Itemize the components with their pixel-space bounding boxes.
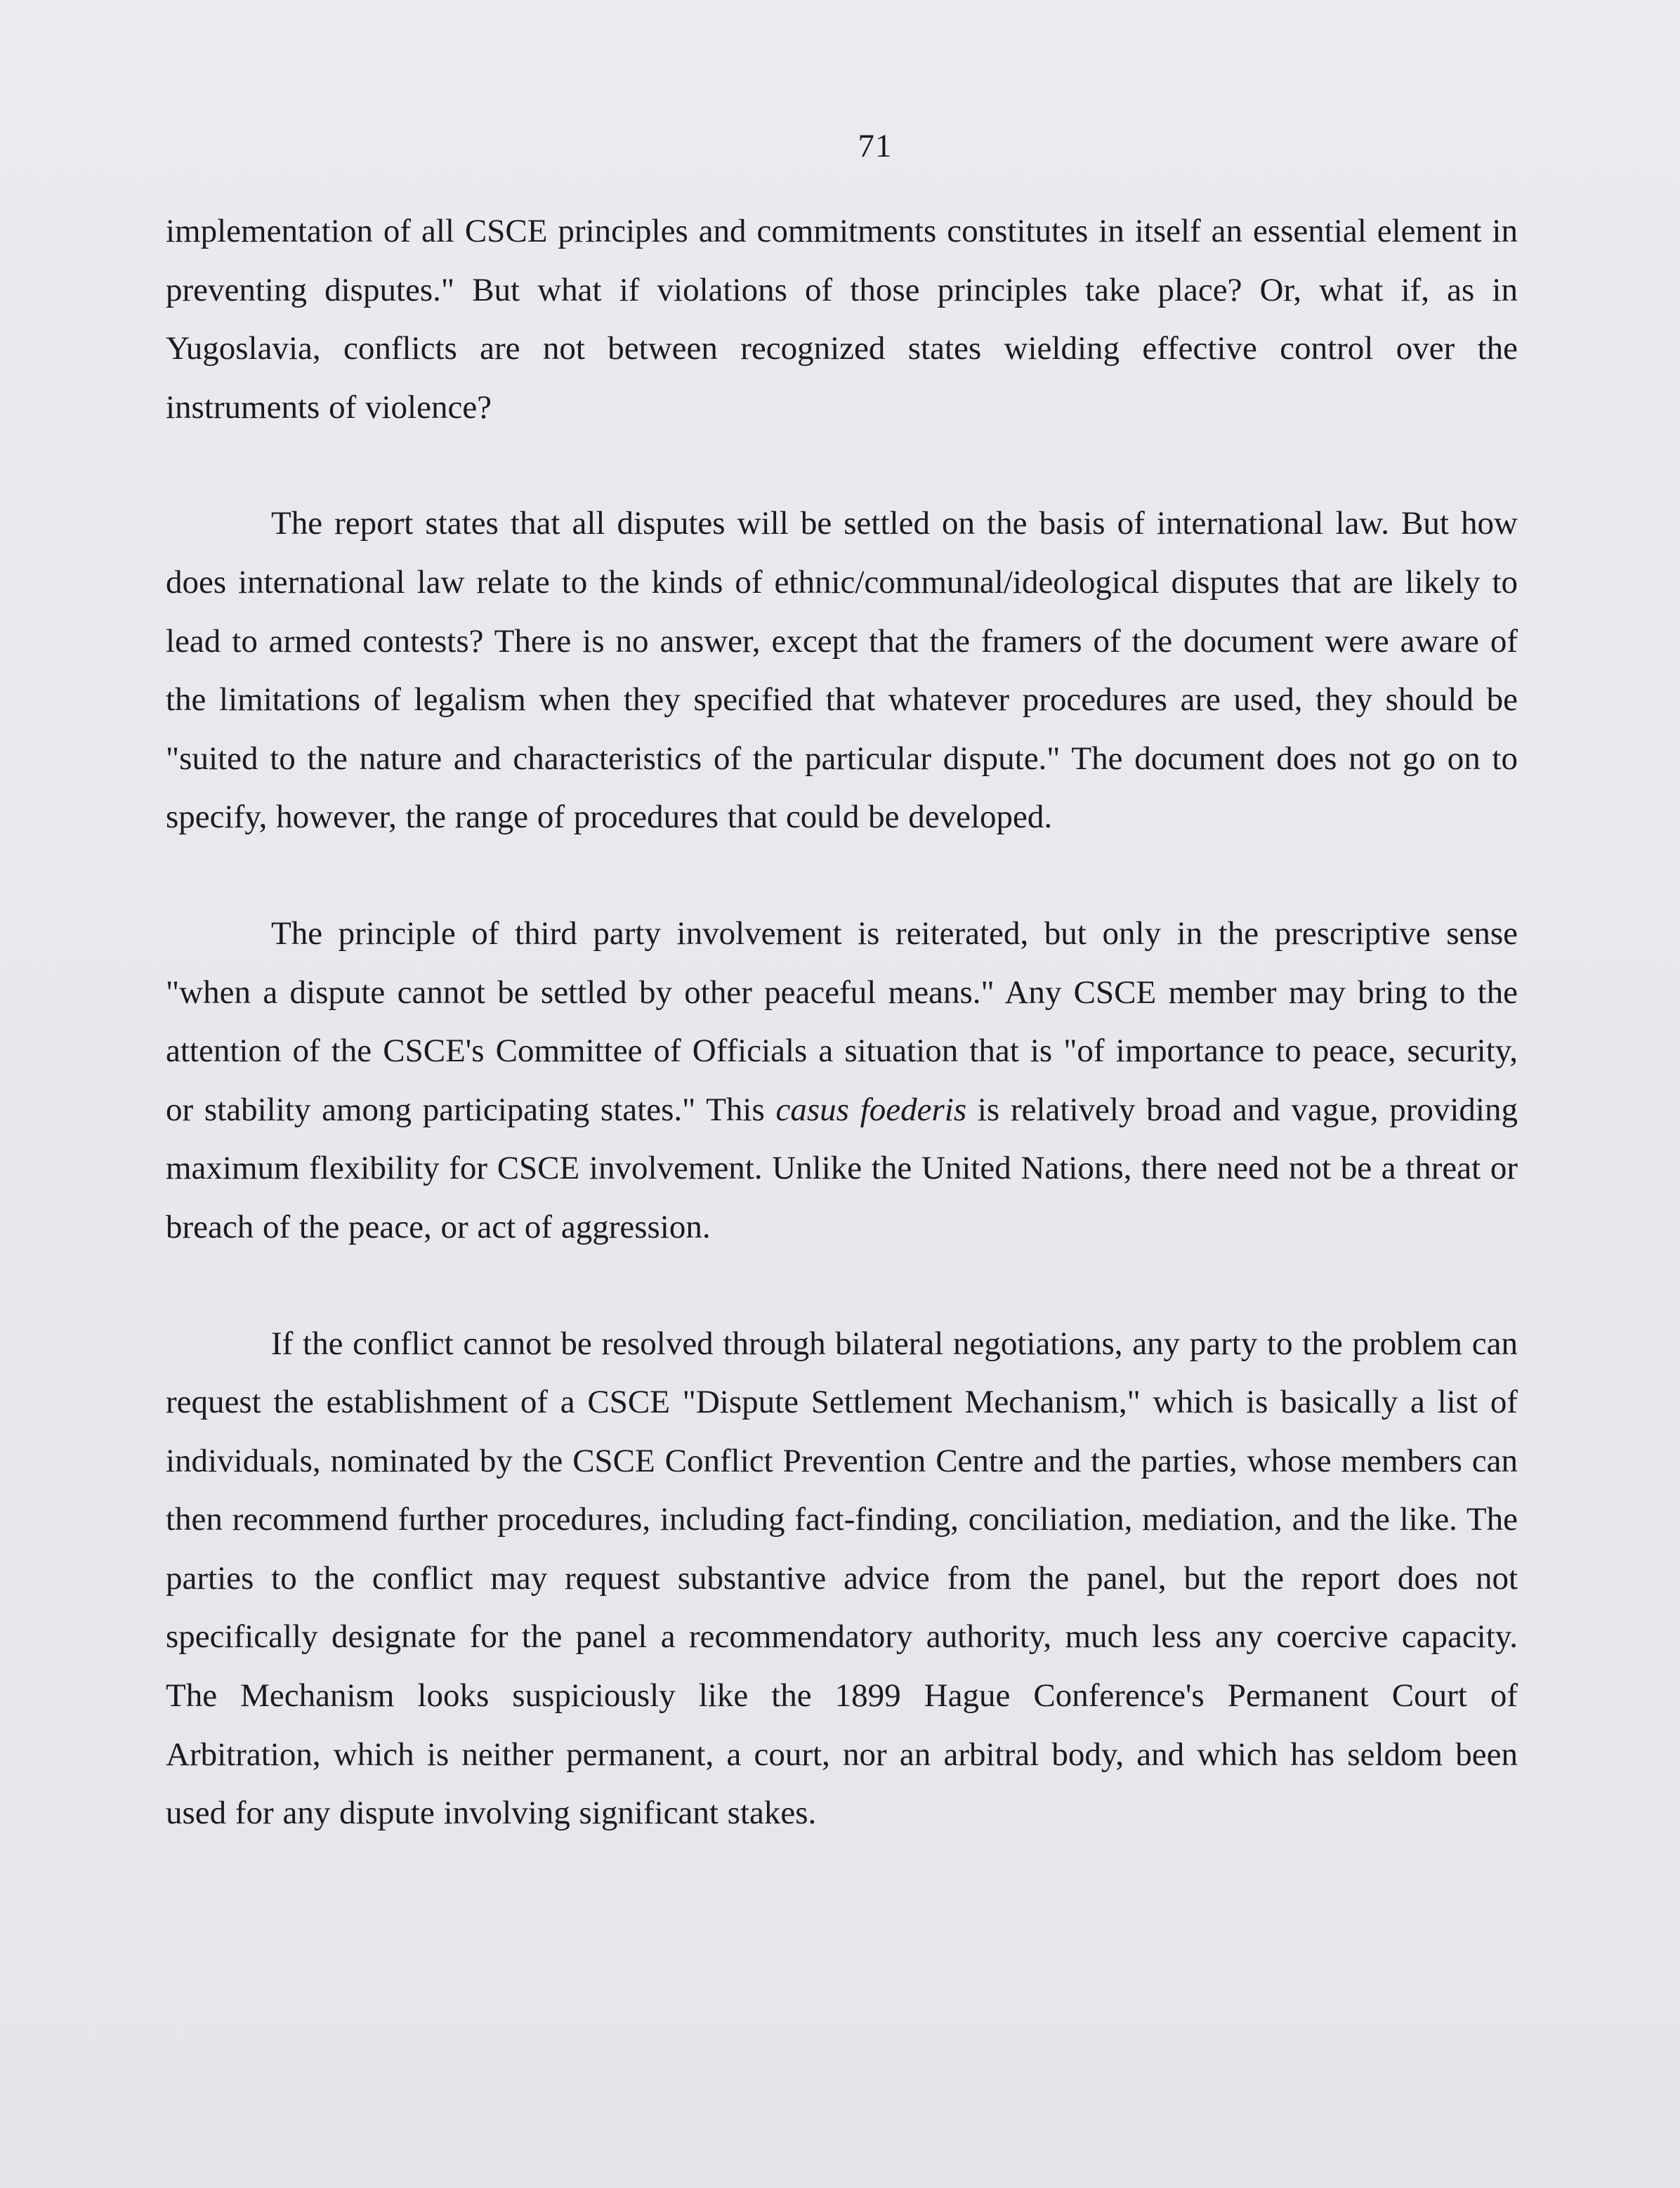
paragraph-3-text-after: is relatively broad and vague, providing maximum flexibility for CSCE involvement. Unlike the United Nations, there need not be a threat or breach of the peace, or act of aggression. — [166, 1091, 1518, 1245]
paragraph-1: implementation of all CSCE principles and commitments constitutes in itself an essential element in preventing disputes." But what if violations of those principles take place? Or, what if, as in Yugoslavia, conflicts are not between recognized states wielding effective control over the instruments of violence? — [166, 213, 1518, 426]
paragraph-3-italic-term: casus foederis — [775, 1091, 967, 1128]
paragraph-3 — [166, 905, 1518, 1257]
paragraph-2: The report states that all disputes will be settled on the basis of international law. But how does international law relate to the kinds of ethnic/communal/ideological disputes that are likely to lead to armed contests? There is no answer, except that the framers of the document were aware of the limitations of legalism when they specified that whatever procedures are used, they should be "suited to the nature and characteristics of the particular dispute." The document does not go on to specify, however, the range of procedures that could be developed. — [166, 505, 1518, 836]
page-number: 71 — [858, 128, 893, 164]
paragraph-4: If the conflict cannot be resolved through bilateral negotiations, any party to the problem can request the establishment of a CSCE "Dispute Settlement Mechanism," which is basically a list of individuals, nominated by the CSCE Conflict Prevention Centre and the parties, whose members can then recommend further procedures, including fact-finding, conciliation, mediation, and the like. The parties to the conflict may request substantive advice from the panel, but the report does not specifically designate for the panel a recommendatory authority, much less any coercive capacity. The Mechanism looks suspiciously like the 1899 Hague Conference's Permanent Court of Arbitration, which is neither permanent, a court, nor an arbitral body, and which has seldom been used for any dispute involving significant stakes. — [166, 1325, 1518, 1832]
paragraph-3-text-before: The principle of third party involvement is reiterated, but only in the prescriptive sense "when a dispute cannot be settled by other peaceful means." Any CSCE member may bring to the attention of the CSCE's Committee of Officials a situation that is "of importance to peace, security, or stability among participating states." This — [166, 915, 1518, 1128]
paragraph-gap — [166, 1257, 1518, 1315]
paragraph-gap — [166, 437, 1518, 494]
paragraph-gap — [166, 847, 1518, 905]
body-text — [166, 202, 1518, 1843]
